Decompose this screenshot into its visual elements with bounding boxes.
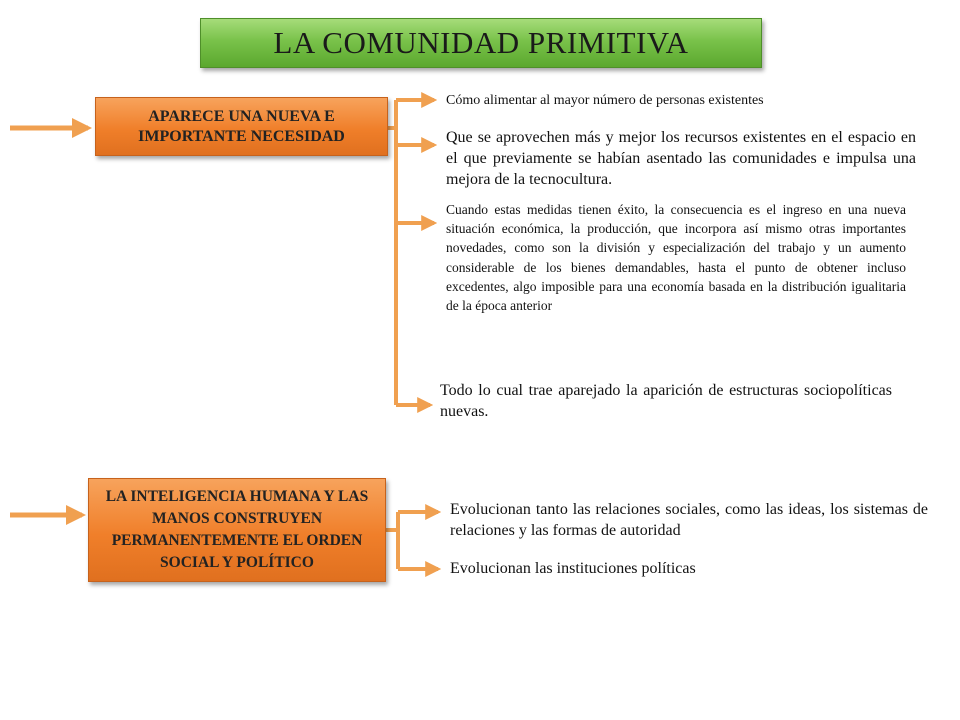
branch-1 (388, 100, 434, 405)
page-title: LA COMUNIDAD PRIMITIVA (200, 18, 762, 68)
necesidad-box: APARECE UNA NUEVA E IMPORTANTE NECESIDAD (95, 97, 388, 156)
section1-item-3: Cuando estas medidas tienen éxito, la consecuencia es el ingreso en una nueva situación económica, la producción, que incorpora así mismo otras importantes novedades, como son la división y especialización del trabajo y un aumento considerable de los bienes demandables, hasta el punto de obtener incluso excedentes, algo imposible para una economía basada en la distribución igualitaria de la época anterior (446, 202, 906, 314)
section1-item-1: Cómo alimentar al mayor número de personas existentes (446, 93, 764, 108)
branch-2 (386, 512, 438, 569)
inteligencia-box: LA INTELIGENCIA HUMANA Y LAS MANOS CONSTRUYEN PERMANENTEMENTE EL ORDEN SOCIAL Y POLÍTICO (88, 478, 386, 582)
section2-item-2: Evolucionan las instituciones políticas (450, 560, 696, 577)
section1-item-2: Que se aprovechen más y mejor los recursos existentes en el espacio en el que previamente se habían asentado las comunidades e impulsa una mejora de la tecnocultura. (446, 129, 916, 188)
section1-item-4: Todo lo cual trae aparejado la aparición de estructuras sociopolíticas nuevas. (440, 382, 892, 420)
section2-item-1: Evolucionan tanto las relaciones sociales, como las ideas, los sistemas de relaciones y las formas de autoridad (450, 501, 928, 539)
